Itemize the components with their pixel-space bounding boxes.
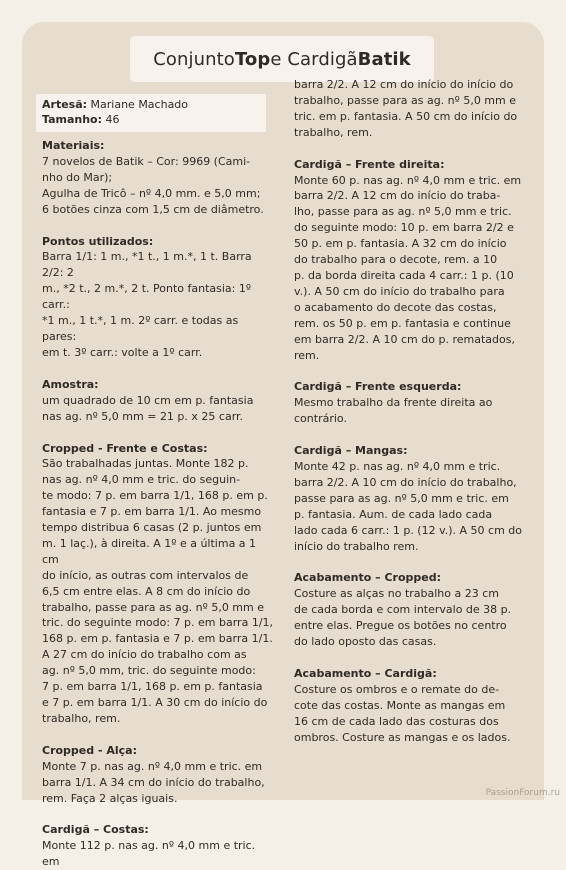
- section-line: início do trabalho rem.: [294, 539, 419, 553]
- section-gap: [294, 650, 526, 666]
- section-line: trabalho, passe para as ag. nº 5,0 mm e: [294, 93, 517, 107]
- section-gap: [294, 427, 526, 443]
- section-gap: [42, 425, 274, 441]
- section-gap: [294, 554, 526, 570]
- section-line: do trabalho para o decote, rem. a 10: [294, 253, 498, 267]
- section-gap: [294, 141, 526, 157]
- artesa-value: Mariane Machado: [87, 98, 189, 111]
- section-line: lado cada 6 carr.: 1 p. (12 v.). A 50 cm do: [294, 523, 523, 537]
- section-line: v.). A 50 cm do início do trabalho para: [294, 284, 505, 298]
- section-line: do início, as outras com intervalos de: [42, 568, 249, 582]
- title-bold-batik: Batik: [357, 48, 411, 70]
- section-line: cote das costas. Monte as mangas em: [294, 698, 506, 712]
- section-line: Barra 1/1: 1 m., *1 t., 1 m.*, 1 t. Barra 2/2: 2: [42, 250, 252, 280]
- section-line: *1 m., 1 t.*, 1 m. 2º carr. e todas as pares:: [42, 314, 239, 343]
- section-line: Agulha de Tricô – nº 4,0 mm. e 5,0 mm;: [42, 186, 261, 200]
- section-line: trabalho, rem.: [42, 711, 121, 725]
- left-column: [42, 94, 274, 870]
- tamanho-label: Tamanho:: [42, 113, 103, 126]
- section-line: tempo distribua 6 casas (2 p. juntos em: [42, 521, 262, 535]
- section-line: Mesmo trabalho da frente direita ao: [294, 396, 493, 410]
- section-line: 6 botões cinza com 1,5 cm de diâmetro.: [42, 202, 264, 216]
- section-gap: [42, 361, 274, 377]
- section-line: 6,5 cm entre elas. A 8 cm do início do: [42, 584, 251, 598]
- section-heading: Materiais:: [42, 139, 105, 152]
- section-gap: [42, 806, 274, 822]
- section-line: A 27 cm do início do trabalho com as: [42, 648, 247, 662]
- section-line: Monte 7 p. nas ag. nº 4,0 mm e tric. em: [42, 759, 263, 773]
- pattern-card: [22, 22, 544, 869]
- section-heading: Acabamento – Cropped:: [294, 571, 442, 585]
- section-line: nas ag. nº 5,0 mm = 21 p. x 25 carr.: [42, 409, 244, 423]
- title-bold-top: Top: [234, 48, 271, 70]
- section-line: 7 p. em barra 1/1, 168 p. em p. fantasia: [42, 680, 263, 694]
- watermark: PassionForum.ru: [485, 788, 560, 798]
- section-line: p. fantasia. Aum. de cada lado cada: [294, 507, 493, 521]
- section-line: e 7 p. em barra 1/1. A 30 cm do início do: [42, 696, 268, 709]
- section-line: 16 cm de cada lado das costuras dos: [294, 714, 499, 728]
- section-line: ag. nº 5,0 mm, tric. do seguinte modo:: [42, 664, 256, 678]
- section-heading: Pontos utilizados:: [42, 234, 154, 248]
- section-line: ombros. Costure as mangas e os lados.: [294, 730, 511, 744]
- artesa-row: [42, 97, 260, 112]
- section-heading: Cardigã – Mangas:: [294, 444, 408, 458]
- info-box: [36, 94, 266, 132]
- section-line: entre elas. Pregue os botões no centro: [294, 619, 507, 633]
- section-line: Monte 112 p. nas ag. nº 4,0 mm e tric. em: [42, 839, 256, 869]
- section-line: 50 p. em p. fantasia. A 32 cm do início: [294, 237, 507, 251]
- section-line: nho do Mar);: [42, 170, 113, 184]
- section-line: m., *2 t., 2 m.*, 2 t. Ponto fantasia: 1º carr.:: [42, 282, 252, 312]
- section-line: rem.: [294, 348, 320, 362]
- title-prefix: Conjunto: [153, 48, 235, 70]
- section-line: Costure os ombros e o remate do de-: [294, 682, 500, 696]
- section-line: um quadrado de 10 cm em p. fantasia: [42, 393, 254, 407]
- section-line: Monte 60 p. nas ag. nº 4,0 mm e tric. em: [294, 173, 522, 187]
- section-line: barra 2/2. A 12 cm do início do traba-: [294, 189, 501, 203]
- section-line: barra 2/2. A 10 cm do início do trabalho,: [294, 475, 517, 489]
- section-heading: Acabamento – Cardigã:: [294, 667, 437, 680]
- section-line: trabalho, rem.: [294, 125, 373, 139]
- section-line: barra 2/2. A 12 cm do início do início do: [294, 78, 514, 91]
- section-line: rem. os 50 p. em p. fantasia e continue: [294, 316, 511, 330]
- section-heading: Cardigã – Costas:: [42, 823, 149, 837]
- section-line: m. 1 laç.), à direita. A 1º e a última a 1 cm: [42, 536, 257, 566]
- section-heading: Cropped - Alça:: [42, 743, 137, 757]
- section-line: do lado oposto das casas.: [294, 635, 437, 649]
- section-line: passe para as ag. nº 5,0 mm e tric. em: [294, 491, 509, 505]
- section-line: 168 p. em p. fantasia e 7 p. em barra 1/1.: [42, 632, 273, 646]
- section-line: barra 1/1. A 34 cm do início do trabalho,: [42, 775, 265, 789]
- tamanho-row: [42, 112, 260, 127]
- section-line: trabalho, passe para as ag. nº 5,0 mm e: [42, 600, 265, 614]
- right-column: [294, 77, 526, 746]
- section-line: fantasia e 7 p. em barra 1/1. Ao mesmo: [42, 505, 262, 519]
- section-line: p. da borda direita cada 4 carr.: 1 p. (10: [294, 268, 514, 282]
- title-mid: e Cardigã: [270, 48, 358, 70]
- section-heading: Cropped - Frente e Costas:: [42, 441, 208, 455]
- section-line: do seguinte modo: 10 p. em barra 2/2 e: [294, 221, 514, 235]
- tamanho-value: 46: [102, 113, 120, 126]
- section-gap: [42, 727, 274, 743]
- section-line: de cada borda e com intervalo de 38 p.: [294, 603, 512, 617]
- section-line: te modo: 7 p. em barra 1/1, 168 p. em p.: [42, 489, 268, 503]
- section-line: lho, passe para as ag. nº 5,0 mm e tric.: [294, 205, 512, 219]
- section-line: tric. em p. fantasia. A 50 cm do início do: [294, 109, 518, 123]
- section-line: tric. do seguinte modo: 7 p. em barra 1/1,: [42, 616, 274, 630]
- section-heading: Amostra:: [42, 377, 99, 391]
- section-gap: [42, 218, 274, 234]
- section-line: o acabamento do decote das costas,: [294, 300, 497, 314]
- section-line: São trabalhadas juntas. Monte 182 p.: [42, 457, 249, 471]
- section-line: contrário.: [294, 412, 347, 426]
- section-line: Monte 42 p. nas ag. nº 4,0 mm e tric.: [294, 460, 501, 474]
- section-line: em t. 3º carr.: volte a 1º carr.: [42, 345, 203, 359]
- section-line: nas ag. nº 4,0 mm e tric. do seguin-: [42, 473, 241, 487]
- section-gap: [294, 363, 526, 379]
- section-line: Costure as alças no trabalho a 23 cm: [294, 587, 499, 601]
- section-line: rem. Faça 2 alças iguais.: [42, 791, 178, 805]
- section-heading: Cardigã – Frente esquerda:: [294, 380, 462, 394]
- section-heading: Cardigã – Frente direita:: [294, 157, 445, 171]
- page-title: [130, 36, 434, 82]
- section-line: 7 novelos de Batik – Cor: 9969 (Cami-: [42, 154, 251, 168]
- artesa-label: Artesã:: [42, 98, 88, 111]
- section-line: em barra 2/2. A 10 cm do p. rematados,: [294, 332, 515, 346]
